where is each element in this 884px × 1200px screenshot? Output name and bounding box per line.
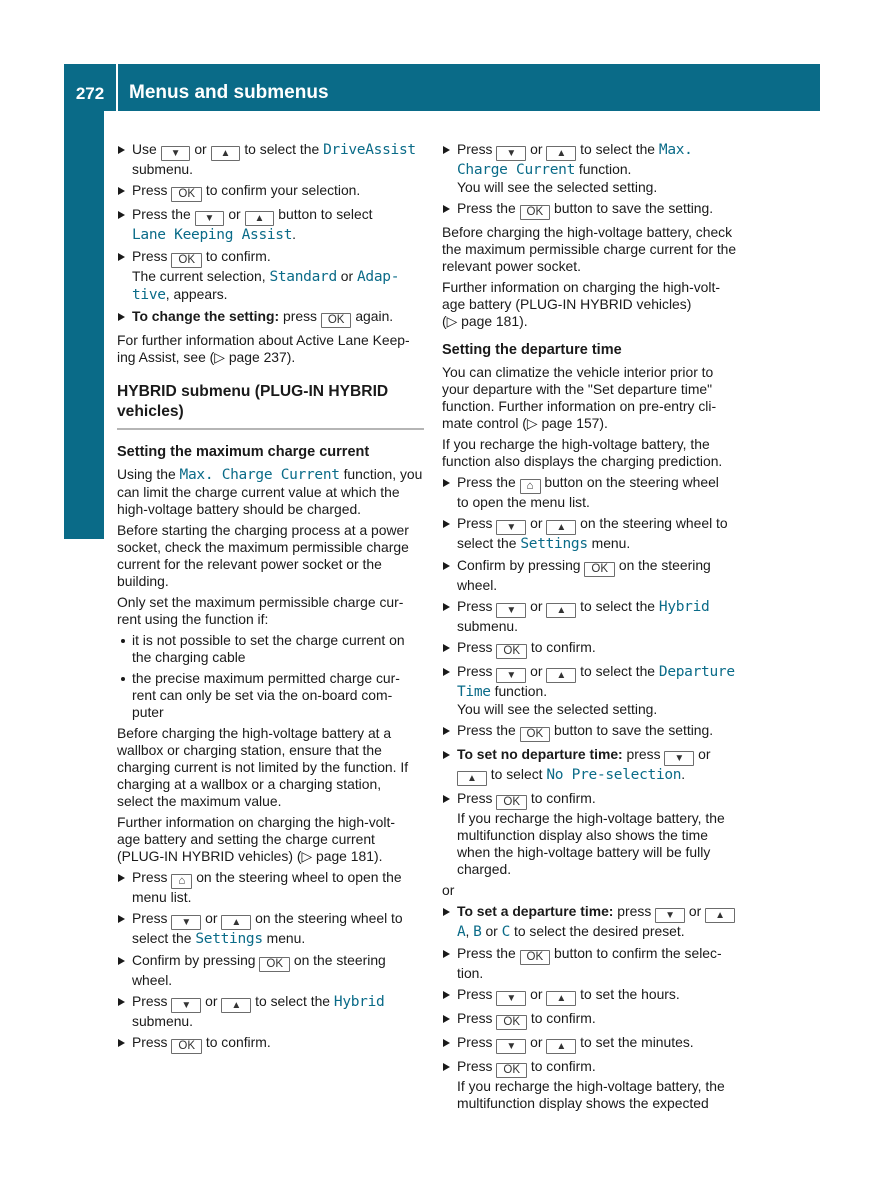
up-button-icon: ▲	[546, 668, 576, 683]
ok-button-icon: OK	[520, 727, 551, 742]
display-text: B	[473, 924, 482, 940]
up-button-icon: ▲	[546, 991, 576, 1006]
down-button-icon: ▼	[655, 908, 685, 923]
ok-button-icon: OK	[520, 205, 551, 220]
instruction-step: Press ▼ or ▲ to set the hours.	[442, 986, 749, 1006]
instruction-step: Press ▼ or ▲ on the steering wheel to select the Settings menu.	[442, 515, 749, 553]
up-button-icon: ▲	[221, 915, 251, 930]
home-button-icon: ⌂	[520, 479, 541, 494]
instruction-step: Press ▼ or ▲ to select the Departure Time function. You will see the selected setting.	[442, 663, 749, 718]
ok-button-icon: OK	[259, 957, 290, 972]
instruction-step: Press OK to confirm.	[442, 639, 749, 659]
display-text: Hybrid	[333, 994, 385, 1010]
down-button-icon: ▼	[496, 146, 526, 161]
up-button-icon: ▲	[546, 603, 576, 618]
display-text: C	[501, 924, 511, 940]
instruction-step: Use ▼ or ▲ to select the DriveAssist submenu.	[117, 141, 424, 178]
instruction-step: Press ▼ or ▲ to select the Max. Charge Current function. You will see the selected setting.	[442, 141, 749, 196]
up-button-icon: ▲	[211, 146, 241, 161]
right-column	[442, 141, 749, 1116]
ok-button-icon: OK	[496, 795, 527, 810]
ok-button-icon: OK	[496, 1015, 527, 1030]
subsection-heading: Setting the maximum charge current	[117, 444, 370, 460]
instruction-step: Press OK to confirm. If you recharge the high-voltage battery, the multifunction display also shows the time when the high-voltage battery will be fully charged.	[442, 790, 749, 878]
list-item: the precise maximum permitted charge cur- rent can only be set via the on-board com- puter	[117, 670, 424, 721]
instruction-step: Press the ▼ or ▲ button to select Lane Keeping Assist.	[117, 206, 424, 244]
section-heading: HYBRID submenu (PLUG-IN HYBRID vehicles)	[117, 382, 424, 430]
display-text: Settings	[520, 536, 588, 552]
paragraph: Only set the maximum permissible charge cur- rent using the function if:	[117, 594, 404, 627]
instruction-step: Press ▼ or ▲ to select the Hybrid submenu.	[442, 598, 749, 635]
up-button-icon: ▲	[546, 146, 576, 161]
paragraph: Before charging the high-voltage battery, check the maximum permissible charge current for the relevant power socket.	[442, 224, 737, 274]
paragraph: For further information about Active Lane Keep- ing Assist, see (▷ page 237).	[117, 332, 410, 365]
display-text: Settings	[195, 931, 263, 947]
up-button-icon: ▲	[245, 211, 275, 226]
or-separator: or	[442, 882, 455, 898]
display-text: Max.	[658, 142, 693, 158]
side-chapter-tab	[64, 111, 104, 539]
instruction-step: To set no departure time: press ▼ or ▲ to select No Pre-selection.	[442, 746, 749, 786]
instruction-step: Press ⌂ on the steering wheel to open the menu list.	[117, 869, 424, 906]
display-text: Charge Current	[457, 162, 576, 178]
display-text: Standard	[269, 269, 337, 285]
display-text: Lane Keeping Assist	[132, 227, 293, 243]
instruction-step: Press ▼ or ▲ on the steering wheel to select the Settings menu.	[117, 910, 424, 948]
down-button-icon: ▼	[195, 211, 225, 226]
display-text: A	[457, 924, 466, 940]
instruction-step: Press OK to confirm. If you recharge the high-voltage battery, the multifunction display shows the expected	[442, 1058, 749, 1112]
instruction-step: Press the OK button to confirm the selec- tion.	[442, 945, 749, 982]
up-button-icon: ▲	[457, 771, 487, 786]
page-number: 272	[75, 84, 105, 103]
down-button-icon: ▼	[664, 751, 694, 766]
down-button-icon: ▼	[496, 520, 526, 535]
instruction-step: Press OK to confirm your selection.	[117, 182, 424, 202]
display-text: tive	[132, 287, 166, 303]
display-text: Adap-	[356, 269, 400, 285]
page-title: Menus and submenus	[129, 82, 329, 103]
list-item: it is not possible to set the charge current on the charging cable	[117, 632, 424, 666]
instruction-step: Press OK to confirm.	[117, 1034, 424, 1054]
ok-button-icon: OK	[520, 950, 551, 965]
up-button-icon: ▲	[546, 1039, 576, 1054]
side-chapter-label: On-board computer and displays	[112, 155, 133, 453]
paragraph: You can climatize the vehicle interior prior to your departure with the "Set departure time" function. Further information on pre-entry cli- mate control (▷ page 157).	[442, 364, 717, 431]
up-button-icon: ▲	[705, 908, 735, 923]
display-text: Time	[457, 684, 491, 700]
paragraph: Further information on charging the high-volt- age battery (PLUG-IN HYBRID vehicles) (▷ page 181).	[442, 279, 720, 329]
ok-button-icon: OK	[171, 187, 202, 202]
instruction-step: Confirm by pressing OK on the steering wheel.	[117, 952, 424, 989]
paragraph: If you recharge the high-voltage battery, the function also displays the charging prediction.	[442, 436, 723, 469]
instruction-step: Press the OK button to save the setting.	[442, 722, 749, 742]
display-text: Hybrid	[658, 599, 710, 615]
display-text: Max. Charge Current	[179, 467, 340, 483]
ok-button-icon: OK	[171, 1039, 202, 1054]
ok-button-icon: OK	[171, 253, 202, 268]
paragraph: Before starting the charging process at a power socket, check the maximum permissible charge current for the relevant power socket or the building.	[117, 522, 409, 589]
instruction-step: Press OK to confirm. The current selection, Standard or Adap- tive, appears.	[117, 248, 424, 304]
down-button-icon: ▼	[496, 991, 526, 1006]
subsection-heading: Setting the departure time	[442, 342, 622, 358]
ok-button-icon: OK	[321, 313, 352, 328]
ok-button-icon: OK	[496, 644, 527, 659]
instruction-step: Press the OK button to save the setting.	[442, 200, 749, 220]
paragraph: Before charging the high-voltage battery at a wallbox or charging station, ensure that the charging current is not limited by the function. If charging at a wallbox or a charging station, select the maximum value.	[117, 725, 409, 809]
paragraph: Further information on charging the high-volt- age battery and setting the charge current (PLUG-IN HYBRID vehicles) (▷ page 181).	[117, 814, 395, 864]
down-button-icon: ▼	[496, 1039, 526, 1054]
ok-button-icon: OK	[496, 1063, 527, 1078]
instruction-step: Press ▼ or ▲ to set the minutes.	[442, 1034, 749, 1054]
display-text: DriveAssist	[323, 142, 416, 158]
down-button-icon: ▼	[171, 998, 201, 1013]
up-button-icon: ▲	[221, 998, 251, 1013]
instruction-step: Press ▼ or ▲ to select the Hybrid submenu.	[117, 993, 424, 1030]
paragraph: Using the Max. Charge Current function, you can limit the charge current value at which the high-voltage battery should be charged.	[117, 466, 423, 517]
display-text: Departure	[658, 664, 735, 680]
ok-button-icon: OK	[584, 562, 615, 577]
instruction-step: Press the ⌂ button on the steering wheel to open the menu list.	[442, 474, 749, 511]
down-button-icon: ▼	[496, 603, 526, 618]
up-button-icon: ▲	[546, 520, 576, 535]
display-text: No Pre-selection	[546, 767, 682, 783]
down-button-icon: ▼	[496, 668, 526, 683]
header-divider	[116, 64, 118, 111]
instruction-step: To set a departure time: press ▼ or ▲ A, B or C to select the desired preset.	[442, 903, 749, 941]
instruction-step: Confirm by pressing OK on the steering wheel.	[442, 557, 749, 594]
instruction-step: Press OK to confirm.	[442, 1010, 749, 1030]
home-button-icon: ⌂	[171, 874, 192, 889]
left-column	[117, 141, 424, 1058]
down-button-icon: ▼	[161, 146, 191, 161]
down-button-icon: ▼	[171, 915, 201, 930]
instruction-step: To change the setting: press OK again.	[117, 308, 424, 328]
